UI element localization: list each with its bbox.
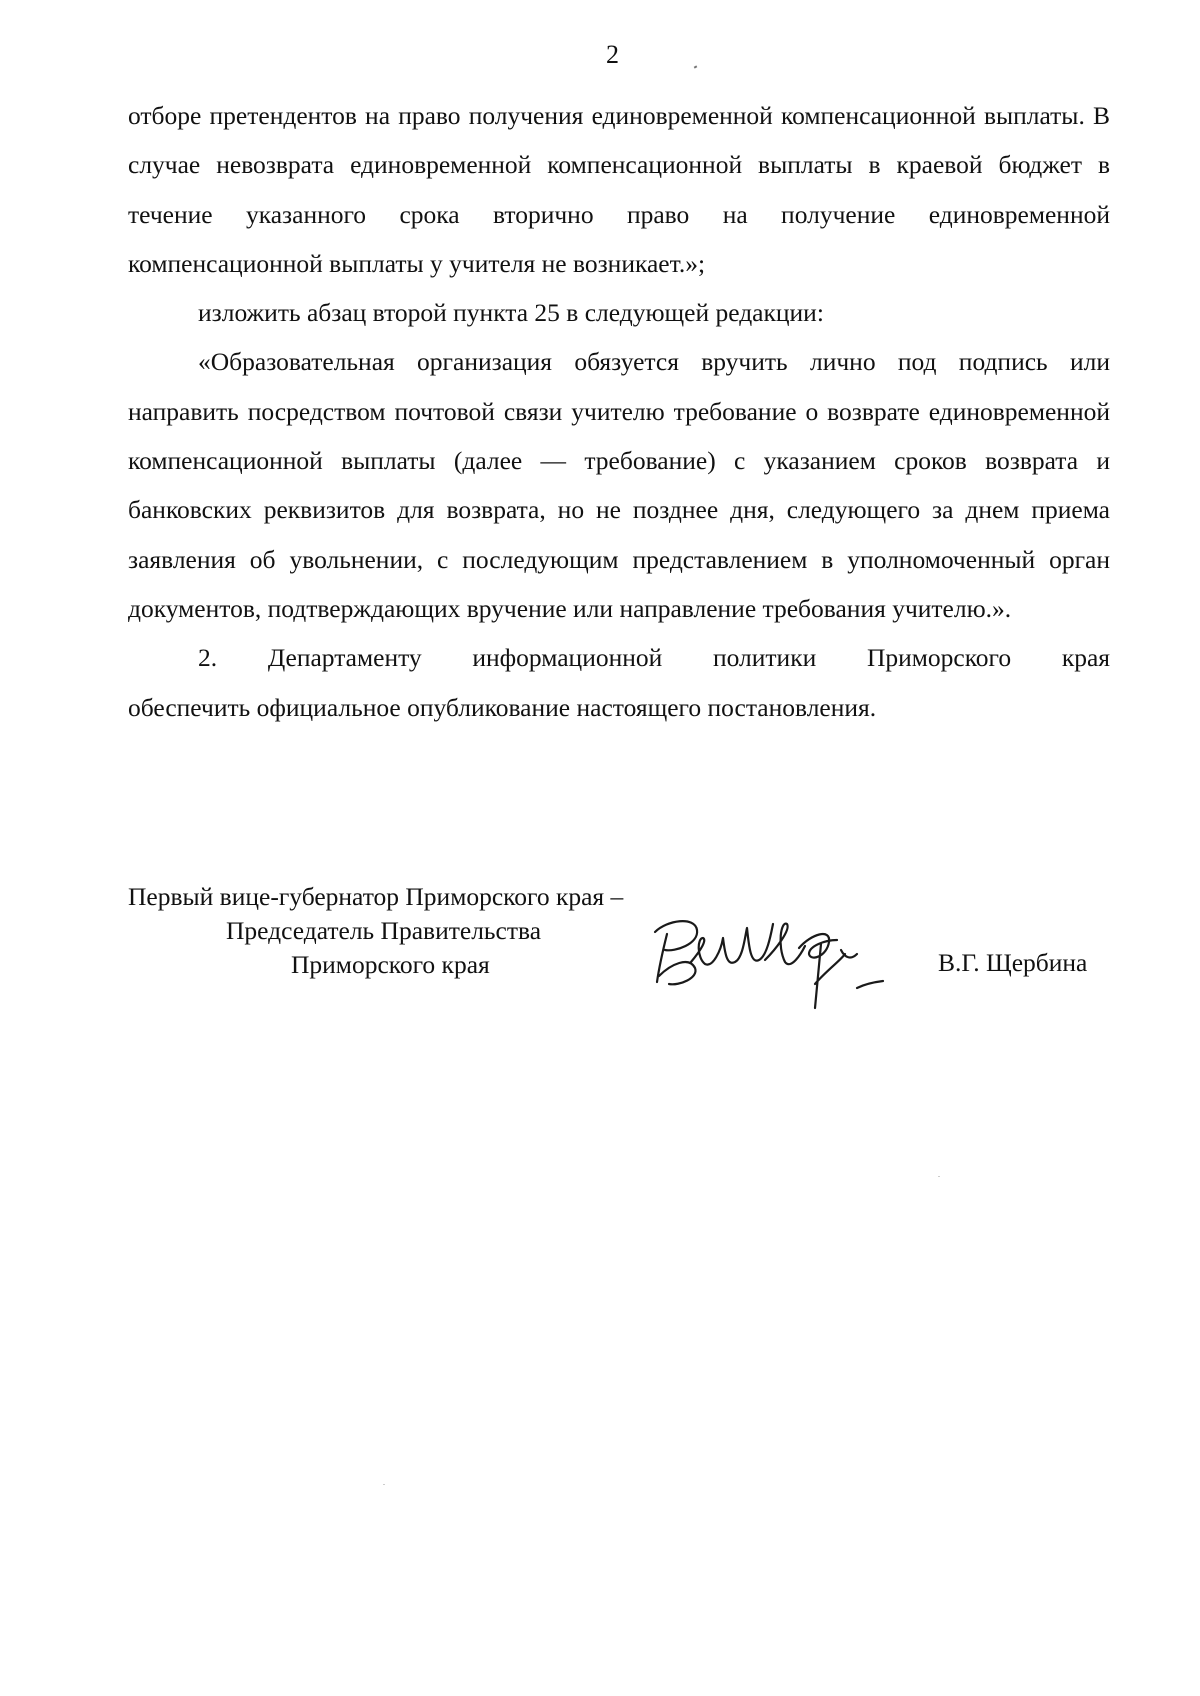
item-2-continuation: обеспечить официальное опубликование настоящего постановления. <box>128 692 877 722</box>
scan-speck <box>383 1484 385 1485</box>
item-2-first-line <box>128 633 1110 682</box>
item-word: информационной <box>472 643 663 673</box>
handwritten-signature <box>645 910 885 1020</box>
signer-name: В.Г. Щербина <box>938 948 1088 977</box>
paragraph-quoted-text: «Образовательная организация обязуется вручить лично под подпись или направить посредством почтовой связи учителю требование о возврате единовременной компенсационной выплаты (далее — требование) с указанием сроков возврата и банковских реквизитов для возврата, но не позднее дня, следующего за днем приема заявления об увольнении, с последующим представлением в уполномоченный орган документов, подтверждающих вручение или направление требования учителю.». <box>128 347 1110 623</box>
item-word: Приморского <box>866 643 1012 673</box>
item-number: 2. <box>198 643 218 673</box>
item-word: политики <box>712 643 817 673</box>
signer-title-line-2: Председатель Правительства <box>226 916 542 945</box>
page-number: 2 <box>606 40 619 69</box>
item-word: края <box>1061 643 1110 673</box>
signer-title-line-1: Первый вице-губернатор Приморского края – <box>128 882 624 911</box>
scan-speck <box>938 1176 940 1177</box>
paragraph-continuation: отборе претендентов на право получения единовременной компенсационной выплаты. В случае невозврата единовременной компенсационной выплаты в краевой бюджет в течение указанного срока вторично право на получение единовременной компенсационной выплаты у учителя не возникает.»; <box>128 101 1110 278</box>
paragraph-instruction: изложить абзац второй пункта 25 в следующей редакции: <box>198 298 824 328</box>
item-word: Департаменту <box>267 643 422 673</box>
document-body <box>128 91 1110 732</box>
signer-title-line-3: Приморского края <box>291 950 490 979</box>
